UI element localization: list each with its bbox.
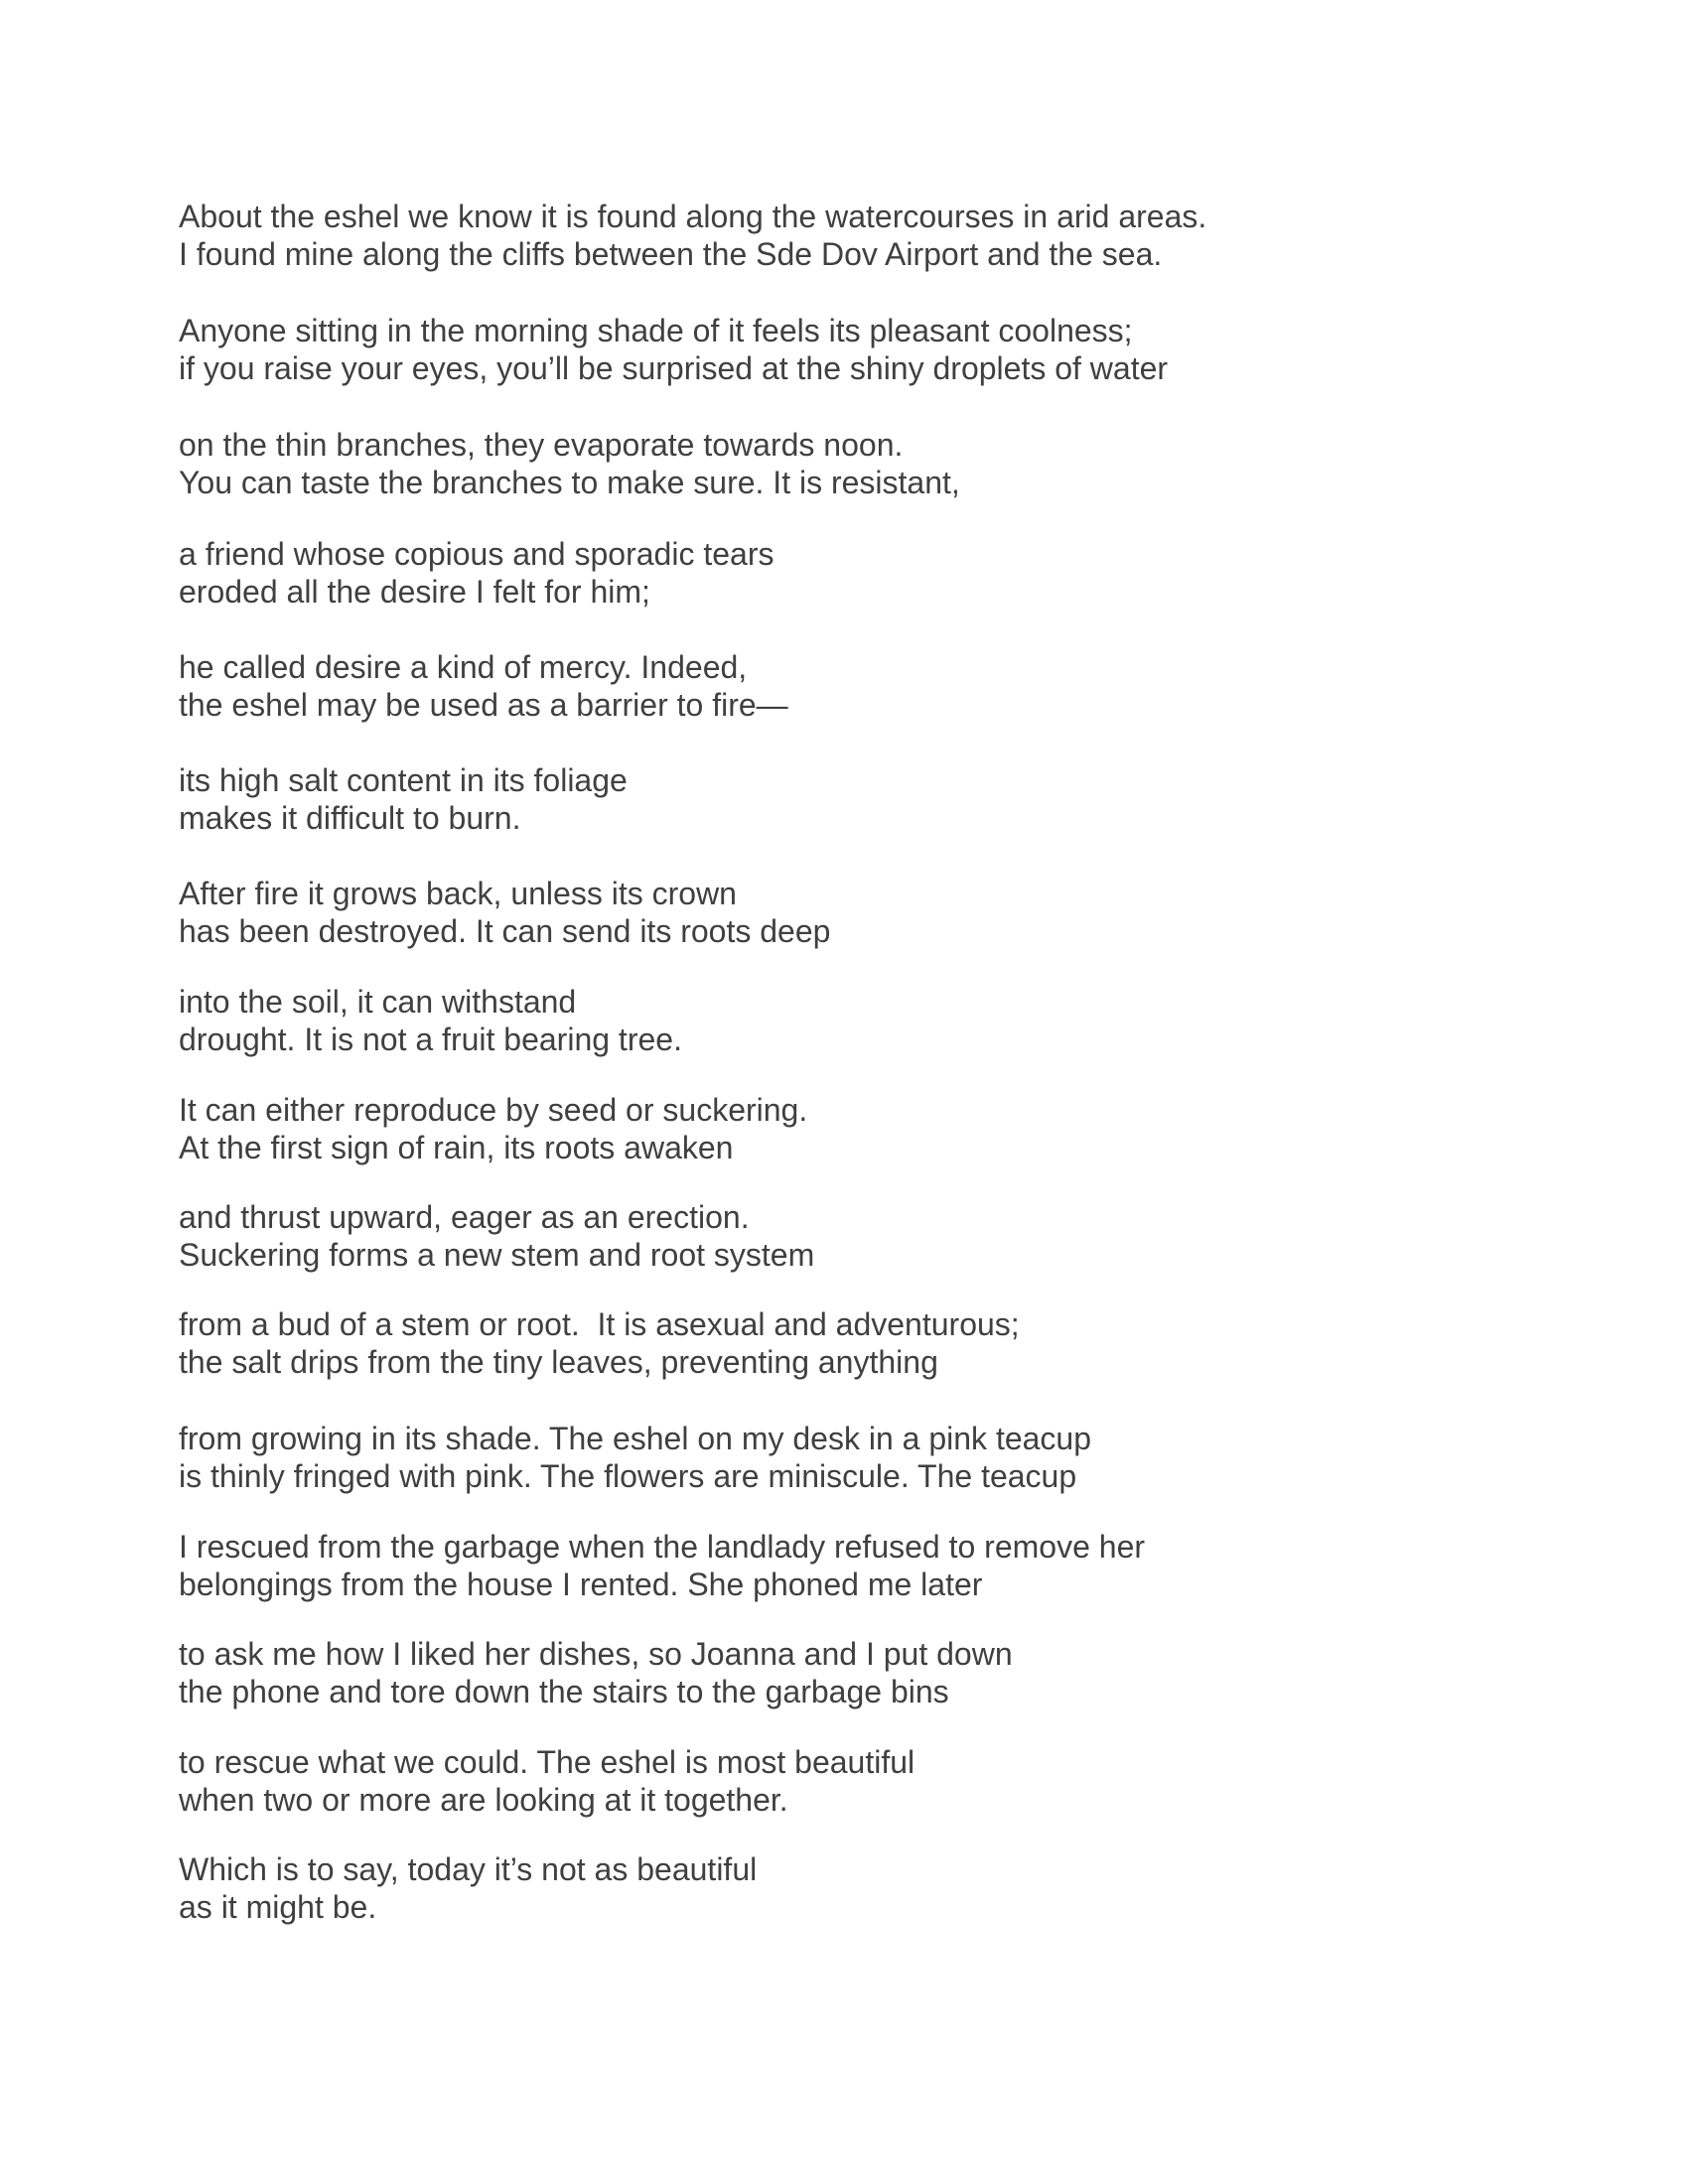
poem-line: You can taste the branches to make sure. It is resistant, xyxy=(179,465,960,500)
poem-line: the salt drips from the tiny leaves, preventing anything xyxy=(179,1344,938,1380)
stanza-6 xyxy=(179,761,1529,837)
stanza-1 xyxy=(179,198,1529,273)
stanza-16 xyxy=(179,1850,1529,1926)
poem-line: drought. It is not a fruit bearing tree. xyxy=(179,1022,682,1057)
poem-line: a friend whose copious and sporadic tears xyxy=(179,536,774,572)
poem-line: the phone and tore down the stairs to the garbage bins xyxy=(179,1674,949,1709)
poem-line: from growing in its shade. The eshel on my desk in a pink teacup xyxy=(179,1421,1092,1456)
poem-line: has been destroyed. It can send its roots deep xyxy=(179,913,831,949)
poem-line: from a bud of a stem or root. It is asexual and adventurous; xyxy=(179,1306,1020,1342)
poem-line: he called desire a kind of mercy. Indeed, xyxy=(179,649,748,685)
stanza-10 xyxy=(179,1198,1529,1274)
poem-line: and thrust upward, eager as an erection. xyxy=(179,1199,750,1235)
poem-line: into the soil, it can withstand xyxy=(179,984,577,1020)
stanza-13 xyxy=(179,1528,1529,1603)
stanza-7 xyxy=(179,875,1529,950)
poem-line: I found mine along the cliffs between the Sde Dov Airport and the sea. xyxy=(179,236,1163,272)
poem-line: to rescue what we could. The eshel is most beautiful xyxy=(179,1744,915,1780)
poem-line: when two or more are looking at it together. xyxy=(179,1782,788,1818)
stanza-5 xyxy=(179,648,1529,724)
poem-line: I rescued from the garbage when the landlady refused to remove her xyxy=(179,1529,1146,1565)
poem-line: its high salt content in its foliage xyxy=(179,762,628,798)
poem-line: About the eshel we know it is found along the watercourses in arid areas. xyxy=(179,199,1207,234)
poem-line: After fire it grows back, unless its crown xyxy=(179,876,737,911)
poem-line: At the first sign of rain, its roots awaken xyxy=(179,1130,734,1165)
poem-line: on the thin branches, they evaporate towards noon. xyxy=(179,427,904,463)
stanza-4 xyxy=(179,535,1529,611)
poem-line: to ask me how I liked her dishes, so Joanna and I put down xyxy=(179,1636,1013,1672)
stanza-12 xyxy=(179,1420,1529,1495)
poem-line: belongings from the house I rented. She phoned me later xyxy=(179,1567,983,1602)
poem-line: It can either reproduce by seed or suckering. xyxy=(179,1092,808,1128)
stanza-15 xyxy=(179,1743,1529,1819)
poem-line: eroded all the desire I felt for him; xyxy=(179,574,650,610)
poem-line: as it might be. xyxy=(179,1889,377,1925)
poem-line: if you raise your eyes, you’ll be surprised at the shiny droplets of water xyxy=(179,350,1169,386)
poem-line: makes it difficult to burn. xyxy=(179,800,521,836)
poem-line: the eshel may be used as a barrier to fire— xyxy=(179,687,788,723)
stanza-2 xyxy=(179,312,1529,387)
poem-line: Anyone sitting in the morning shade of it feels its pleasant coolness; xyxy=(179,313,1133,348)
stanza-11 xyxy=(179,1305,1529,1381)
poem-line: is thinly fringed with pink. The flowers are miniscule. The teacup xyxy=(179,1458,1077,1494)
poem-line: Suckering forms a new stem and root system xyxy=(179,1237,815,1273)
stanza-14 xyxy=(179,1635,1529,1710)
stanza-3 xyxy=(179,426,1529,501)
stanza-9 xyxy=(179,1091,1529,1166)
poem-line: Which is to say, today it’s not as beautiful xyxy=(179,1851,758,1887)
stanza-8 xyxy=(179,983,1529,1058)
